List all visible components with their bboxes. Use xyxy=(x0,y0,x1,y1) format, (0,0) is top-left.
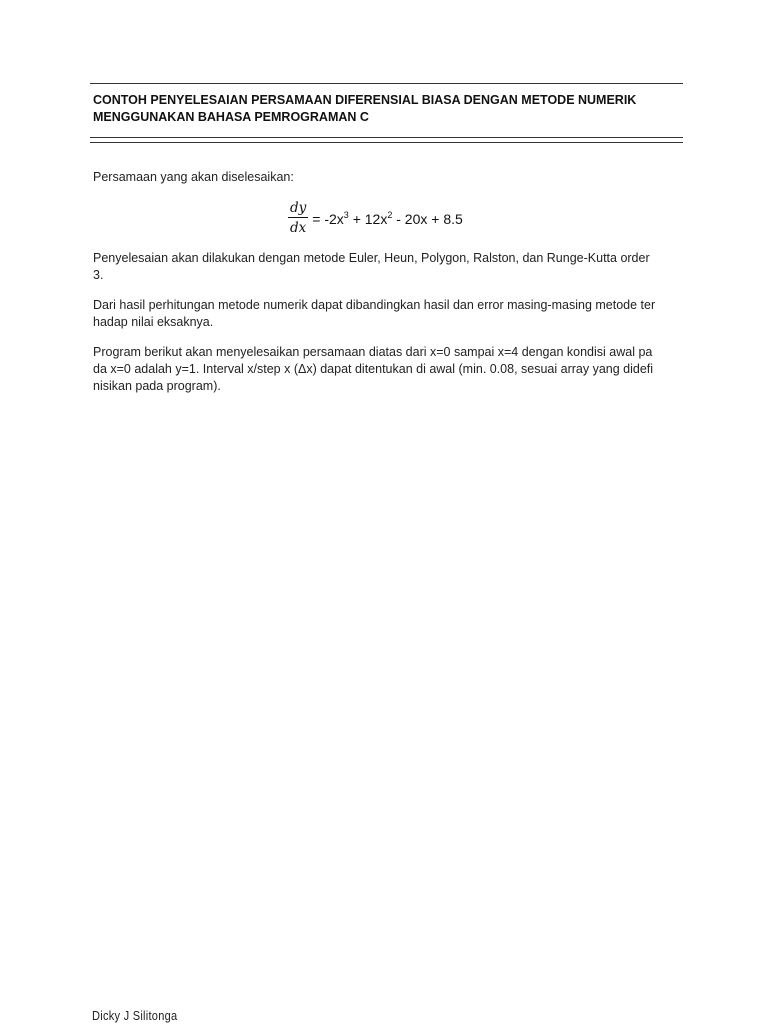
paragraph-comparison xyxy=(93,297,683,331)
rhs-part-2: + 12x xyxy=(348,210,388,227)
author-name: Dicky J Silitonga xyxy=(92,1008,178,1023)
title-line-2: MENGGUNAKAN BAHASA PEMROGRAMAN C xyxy=(93,110,369,124)
fraction-numerator: dy xyxy=(290,200,307,216)
equation-rhs xyxy=(312,210,463,227)
intro-text: Persamaan yang akan diselesaikan: xyxy=(93,170,294,184)
header-top-rule xyxy=(90,83,683,84)
fraction-bar xyxy=(288,217,308,218)
paragraph-line: nisikan pada program). xyxy=(93,379,221,393)
paragraph-line: 3. xyxy=(93,268,104,282)
rhs-exponent-2: 2 xyxy=(387,209,393,220)
paragraph-program xyxy=(93,344,683,395)
paragraph-line: hadap nilai eksaknya. xyxy=(93,315,214,329)
paragraph-methods xyxy=(93,250,683,284)
paragraph-line: Dari hasil perhitungan metode numerik dapat dibandingkan hasil dan error masing-masing metode ter xyxy=(93,298,656,312)
title-line-1: CONTOH PENYELESAIAN PERSAMAAN DIFERENSIAL BIASA DENGAN METODE NUMERIK xyxy=(93,93,637,107)
header-bottom-rule-1 xyxy=(90,137,683,138)
rhs-part-3: - 20x + 8.5 xyxy=(392,210,463,227)
rhs-part-1: = -2x xyxy=(312,210,344,227)
paragraph-line: Penyelesaian akan dilakukan dengan metode Euler, Heun, Polygon, Ralston, dan Runge-Kutta order xyxy=(93,251,650,265)
intro-paragraph xyxy=(93,169,683,186)
differential-equation xyxy=(288,198,463,238)
document-title xyxy=(93,92,683,126)
derivative-fraction xyxy=(288,200,308,236)
paragraph-line: Program berikut akan menyelesaikan persamaan diatas dari x=0 sampai x=4 dengan kondisi awal pa xyxy=(93,345,653,359)
paragraph-line: da x=0 adalah y=1. Interval x/step x (Δx) dapat ditentukan di awal (min. 0.08, sesuai array yang didefi xyxy=(93,362,654,376)
rhs-exponent-3: 3 xyxy=(343,209,349,220)
fraction-denominator: dx xyxy=(290,220,307,236)
header-bottom-rule-2 xyxy=(90,142,683,143)
